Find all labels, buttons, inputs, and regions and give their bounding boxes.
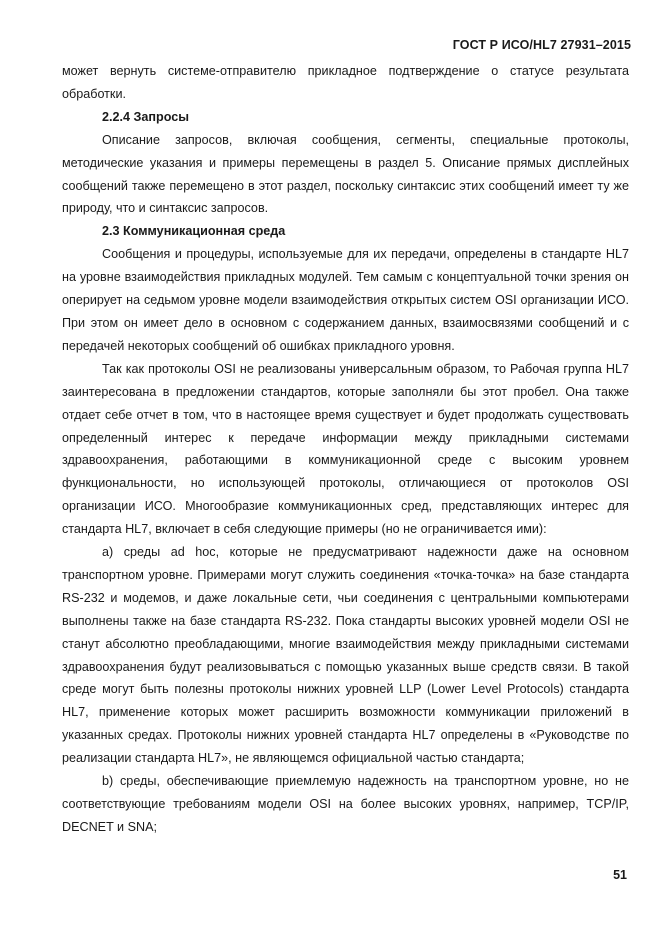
intro-paragraph: может вернуть системе-отправителю прикладное подтверждение о статусе результата обработки. [62, 64, 629, 101]
running-header: ГОСТ Р ИСО/HL7 27931–2015 [452, 38, 631, 52]
page-number: 51 [613, 868, 627, 882]
communication-paragraph-1: Сообщения и процедуры, используемые для их передачи, определены в стандарте HL7 на уровне взаимодействия прикладных модулей. Тем самым с концептуальной точки зрения он оперирует на седьмом уровне модели взаимодействия открытых систем OSI организации ИСО. При этом он имеет дело в основном с содержанием данных, взаимосвязями сообщений и с передачей некоторых сообщений об ошибках прикладного уровня. [62, 247, 629, 353]
list-item-a: а) среды ad hoc, которые не предусматривают надежности даже на основном транспортном уровне. Примерами могут служить соединения «точка-точка» на базе стандарта RS-232 и модемов, и даже локальные сети, чьи соединения с центральными компьютерами выполнены также на базе стандарта RS-232. Пока стандарты высоких уровней модели OSI не станут абсолютно преобладающими, многие взаимодействия между прикладными системами здравоохранения будут реализовываться с помощью указанных выше средств связи. В такой среде могут быть полезны протоколы нижних уровней LLP (Lower Level Protocols) стандарта HL7, применение которых может расширить возможности коммуникации приложений в указанных средах. Протоколы нижних уровней стандарта HL7 определены в «Руководстве по реализации стандарта HL7», не являющемся официальной частью стандарта; [62, 545, 629, 766]
page-body [62, 60, 629, 839]
section-heading-queries: 2.2.4 Запросы [102, 109, 189, 124]
communication-paragraph-2: Так как протоколы OSI не реализованы универсальным образом, то Рабочая группа HL7 заинтересована в предложении стандартов, которые заполняли бы этот пробел. Она также отдает себе отчет в том, что в настоящее время существует и будет продолжать существовать определенный интерес к передаче информации между прикладными системами здравоохранения, работающими в коммуникационной среде с высоким уровнем функциональности, но использующей протоколы, отличающиеся от протоколов OSI организации ИСО. Многообразие коммуникационных сред, представляющих интерес для стандарта HL7, включает в себя следующие примеры (но не ограничивается ими): [62, 361, 629, 537]
queries-paragraph: Описание запросов, включая сообщения, сегменты, специальные протоколы, методические указания и примеры перемещены в раздел 5. Описание прямых дисплейных сообщений также перемещено в этот раздел, поскольку синтаксис этих сообщений имеет ту же природу, что и синтаксис запросов. [62, 132, 629, 216]
section-heading-communication-environment: 2.3 Коммуникационная среда [102, 224, 286, 239]
list-item-b: b) среды, обеспечивающие приемлемую надежность на транспортном уровне, но не соответствующие требованиям модели OSI на более высоких уровнях, например, TCP/IP, DECNET и SNA; [62, 774, 629, 834]
